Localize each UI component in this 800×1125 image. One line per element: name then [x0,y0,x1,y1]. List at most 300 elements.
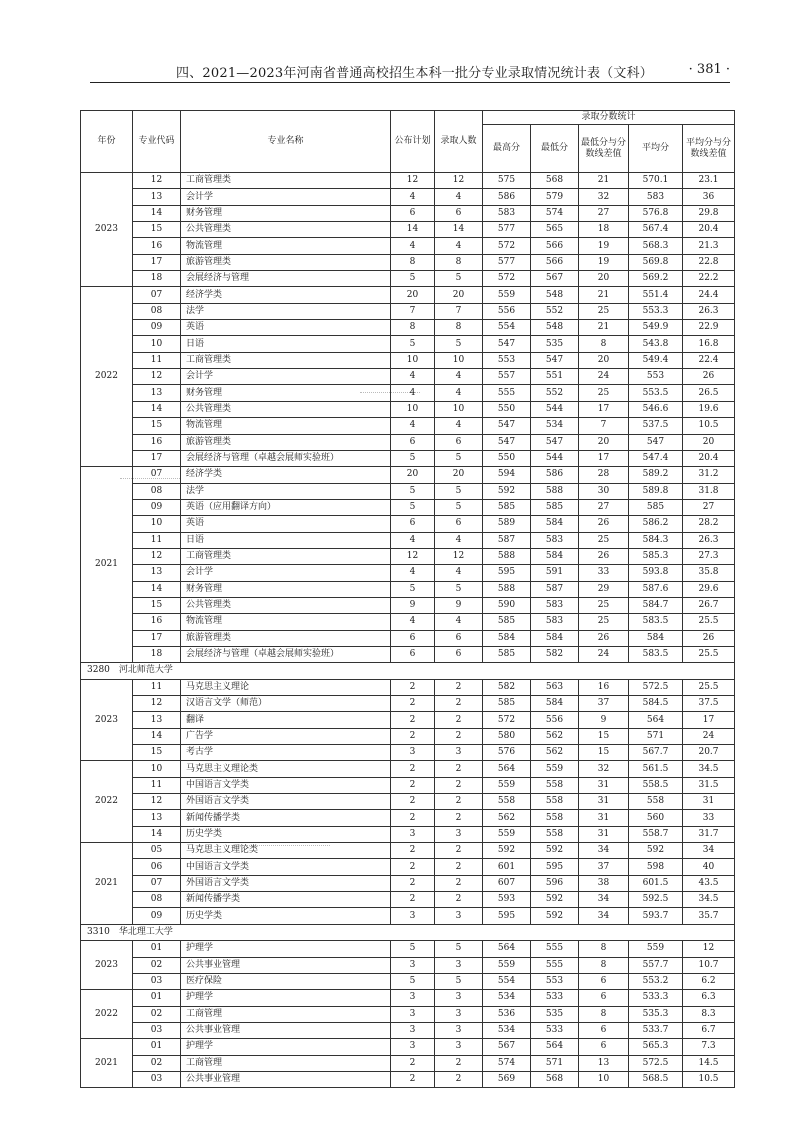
plan-cell: 6 [391,630,435,646]
code-cell: 15 [133,222,181,238]
avg-cell: 593.8 [629,565,683,581]
max-cell: 536 [483,1006,531,1022]
min-diff-cell: 32 [579,761,629,777]
code-cell: 11 [133,777,181,793]
code-cell: 05 [133,843,181,859]
min-diff-cell: 6 [579,1022,629,1038]
avg-diff-cell: 28.2 [683,516,735,532]
max-cell: 547 [483,418,531,434]
avg-diff-cell: 21.3 [683,238,735,254]
max-cell: 547 [483,434,531,450]
table-row [81,401,735,417]
admitted-cell: 2 [435,1055,483,1071]
code-cell: 18 [133,271,181,287]
name-cell: 汉语言文学（师范） [181,696,391,712]
min-cell: 553 [531,973,579,989]
avg-cell: 561.5 [629,761,683,777]
plan-cell: 3 [391,745,435,761]
table-row [81,973,735,989]
table-row [81,1055,735,1071]
min-cell: 562 [531,745,579,761]
code-cell: 14 [133,581,181,597]
avg-cell: 559 [629,941,683,957]
admitted-cell: 20 [435,467,483,483]
name-cell: 翻译 [181,712,391,728]
name-cell: 历史学类 [181,826,391,842]
name-cell: 会展经济与管理（卓越会展师实验班） [181,646,391,662]
min-cell: 584 [531,548,579,564]
page-number: · 381 · [688,62,730,77]
year-cell: 2022 [81,990,133,1039]
code-cell: 07 [133,467,181,483]
plan-cell: 2 [391,892,435,908]
table-row [81,908,735,924]
table-row [81,777,735,793]
name-cell: 旅游管理类 [181,254,391,270]
plan-cell: 4 [391,614,435,630]
code-cell: 13 [133,712,181,728]
max-cell: 588 [483,548,531,564]
min-cell: 596 [531,875,579,891]
min-diff-cell: 15 [579,728,629,744]
avg-cell: 558.5 [629,777,683,793]
avg-cell: 533.7 [629,1022,683,1038]
year-cell: 2022 [81,287,133,467]
min-diff-cell: 6 [579,1039,629,1055]
min-diff-cell: 17 [579,450,629,466]
avg-cell: 564 [629,712,683,728]
plan-cell: 2 [391,696,435,712]
table-row [81,990,735,1006]
min-diff-cell: 25 [579,597,629,613]
name-cell: 英语（应用翻译方向） [181,499,391,515]
name-cell: 公共事业管理 [181,957,391,973]
min-cell: 564 [531,1039,579,1055]
name-cell: 公共管理类 [181,222,391,238]
min-cell: 571 [531,1055,579,1071]
min-cell: 579 [531,189,579,205]
plan-cell: 5 [391,336,435,352]
avg-diff-cell: 34 [683,843,735,859]
max-cell: 564 [483,761,531,777]
min-diff-cell: 8 [579,1006,629,1022]
table-row [81,173,735,189]
name-cell: 工商管理类 [181,548,391,564]
name-cell: 马克思主义理论类 [181,843,391,859]
table-row [81,794,735,810]
min-cell: 563 [531,679,579,695]
code-cell: 10 [133,516,181,532]
table-row [81,352,735,368]
avg-diff-cell: 16.8 [683,336,735,352]
avg-cell: 568.3 [629,238,683,254]
admitted-cell: 9 [435,597,483,613]
min-diff-cell: 16 [579,679,629,695]
min-cell: 592 [531,843,579,859]
plan-cell: 4 [391,238,435,254]
min-cell: 535 [531,336,579,352]
code-cell: 08 [133,892,181,908]
code-cell: 14 [133,401,181,417]
code-cell: 02 [133,1006,181,1022]
col-avg: 平均分 [629,125,683,173]
max-cell: 558 [483,794,531,810]
min-diff-cell: 32 [579,189,629,205]
plan-cell: 6 [391,434,435,450]
min-cell: 582 [531,646,579,662]
min-diff-cell: 25 [579,532,629,548]
min-cell: 555 [531,957,579,973]
name-cell: 新闻传播学类 [181,892,391,908]
max-cell: 585 [483,614,531,630]
avg-diff-cell: 17 [683,712,735,728]
section-header-row [81,663,735,679]
min-cell: 583 [531,532,579,548]
admitted-cell: 6 [435,516,483,532]
col-min: 最低分 [531,125,579,173]
avg-diff-cell: 31.8 [683,483,735,499]
avg-cell: 565.3 [629,1039,683,1055]
avg-cell: 567.7 [629,745,683,761]
name-cell: 护理学 [181,941,391,957]
max-cell: 590 [483,597,531,613]
admitted-cell: 5 [435,581,483,597]
code-cell: 01 [133,990,181,1006]
plan-cell: 5 [391,450,435,466]
name-cell: 马克思主义理论类 [181,761,391,777]
table-row [81,597,735,613]
table-row [81,238,735,254]
plan-cell: 20 [391,287,435,303]
avg-cell: 553.5 [629,385,683,401]
name-cell: 考古学 [181,745,391,761]
avg-cell: 586.2 [629,516,683,532]
plan-cell: 5 [391,973,435,989]
avg-cell: 583 [629,189,683,205]
table-row [81,957,735,973]
name-cell: 工商管理 [181,1055,391,1071]
min-cell: 555 [531,941,579,957]
plan-cell: 2 [391,843,435,859]
avg-diff-cell: 20.4 [683,450,735,466]
avg-cell: 572.5 [629,679,683,695]
table-row [81,222,735,238]
table-row [81,941,735,957]
plan-cell: 7 [391,303,435,319]
avg-diff-cell: 10.5 [683,418,735,434]
min-cell: 552 [531,385,579,401]
admitted-cell: 2 [435,777,483,793]
min-diff-cell: 34 [579,843,629,859]
plan-cell: 3 [391,826,435,842]
max-cell: 534 [483,990,531,1006]
avg-cell: 560 [629,810,683,826]
plan-cell: 2 [391,728,435,744]
avg-diff-cell: 20.4 [683,222,735,238]
table-row [81,630,735,646]
min-diff-cell: 37 [579,696,629,712]
min-diff-cell: 24 [579,646,629,662]
code-cell: 12 [133,548,181,564]
table-row [81,499,735,515]
avg-cell: 553.2 [629,973,683,989]
admitted-cell: 6 [435,434,483,450]
table-row [81,1022,735,1038]
admitted-cell: 12 [435,173,483,189]
table-row [81,565,735,581]
min-diff-cell: 18 [579,222,629,238]
name-cell: 中国语言文学类 [181,777,391,793]
avg-cell: 553 [629,369,683,385]
avg-diff-cell: 27.3 [683,548,735,564]
section-header-row [81,924,735,940]
min-cell: 567 [531,271,579,287]
min-cell: 565 [531,222,579,238]
avg-diff-cell: 20 [683,434,735,450]
name-cell: 公共事业管理 [181,1071,391,1087]
code-cell: 16 [133,434,181,450]
max-cell: 556 [483,303,531,319]
max-cell: 547 [483,336,531,352]
avg-diff-cell: 26 [683,369,735,385]
avg-diff-cell: 26.7 [683,597,735,613]
code-cell: 16 [133,238,181,254]
min-diff-cell: 17 [579,401,629,417]
name-cell: 物流管理 [181,238,391,254]
min-diff-cell: 19 [579,238,629,254]
min-diff-cell: 6 [579,973,629,989]
min-diff-cell: 24 [579,369,629,385]
avg-cell: 537.5 [629,418,683,434]
min-cell: 552 [531,303,579,319]
avg-cell: 598 [629,859,683,875]
plan-cell: 2 [391,810,435,826]
table-row [81,614,735,630]
plan-cell: 5 [391,581,435,597]
admitted-cell: 2 [435,859,483,875]
page-header [90,62,730,83]
code-cell: 12 [133,696,181,712]
avg-diff-cell: 29.8 [683,205,735,221]
min-cell: 585 [531,499,579,515]
admitted-cell: 5 [435,336,483,352]
table-row [81,761,735,777]
code-cell: 11 [133,679,181,695]
plan-cell: 8 [391,320,435,336]
code-cell: 14 [133,826,181,842]
max-cell: 574 [483,1055,531,1071]
table-row [81,810,735,826]
table-row [81,271,735,287]
code-cell: 13 [133,385,181,401]
min-cell: 587 [531,581,579,597]
min-cell: 592 [531,892,579,908]
min-cell: 583 [531,614,579,630]
name-cell: 财务管理 [181,205,391,221]
avg-diff-cell: 26.5 [683,385,735,401]
avg-diff-cell: 25.5 [683,614,735,630]
plan-cell: 3 [391,908,435,924]
max-cell: 595 [483,908,531,924]
admitted-cell: 6 [435,205,483,221]
avg-diff-cell: 22.9 [683,320,735,336]
admitted-cell: 5 [435,450,483,466]
plan-cell: 4 [391,369,435,385]
name-cell: 财务管理 [181,385,391,401]
min-diff-cell: 34 [579,908,629,924]
min-diff-cell: 6 [579,990,629,1006]
min-cell: 584 [531,630,579,646]
min-cell: 584 [531,516,579,532]
min-cell: 535 [531,1006,579,1022]
max-cell: 559 [483,826,531,842]
admitted-cell: 4 [435,238,483,254]
admitted-cell: 3 [435,1039,483,1055]
table-row [81,696,735,712]
plan-cell: 2 [391,679,435,695]
name-cell: 日语 [181,532,391,548]
admitted-cell: 4 [435,565,483,581]
max-cell: 559 [483,287,531,303]
min-diff-cell: 31 [579,777,629,793]
name-cell: 会展经济与管理 [181,271,391,287]
code-cell: 02 [133,1055,181,1071]
min-cell: 558 [531,777,579,793]
max-cell: 559 [483,957,531,973]
min-diff-cell: 29 [579,581,629,597]
table-row [81,532,735,548]
min-diff-cell: 8 [579,941,629,957]
min-cell: 566 [531,238,579,254]
max-cell: 553 [483,352,531,368]
plan-cell: 5 [391,483,435,499]
code-cell: 13 [133,565,181,581]
code-cell: 12 [133,369,181,385]
avg-cell: 557.7 [629,957,683,973]
plan-cell: 12 [391,548,435,564]
name-cell: 公共管理类 [181,597,391,613]
page-title: 四、2021—2023年河南省普通高校招生本科一批分专业录取情况统计表（文科） [176,66,653,81]
admitted-cell: 4 [435,385,483,401]
max-cell: 583 [483,205,531,221]
col-max: 最高分 [483,125,531,173]
avg-cell: 551.4 [629,287,683,303]
name-cell: 旅游管理类 [181,434,391,450]
min-diff-cell: 15 [579,745,629,761]
name-cell: 法学 [181,303,391,319]
min-diff-cell: 25 [579,385,629,401]
max-cell: 577 [483,254,531,270]
min-diff-cell: 34 [579,892,629,908]
avg-diff-cell: 26.3 [683,532,735,548]
plan-cell: 4 [391,189,435,205]
avg-diff-cell: 10.7 [683,957,735,973]
code-cell: 14 [133,728,181,744]
admitted-cell: 8 [435,320,483,336]
name-cell: 物流管理 [181,418,391,434]
min-diff-cell: 31 [579,810,629,826]
year-cell: 2023 [81,679,133,761]
plan-cell: 2 [391,794,435,810]
avg-cell: 549.9 [629,320,683,336]
min-cell: 558 [531,826,579,842]
avg-diff-cell: 6.7 [683,1022,735,1038]
min-diff-cell: 31 [579,826,629,842]
min-diff-cell: 8 [579,957,629,973]
avg-diff-cell: 23.1 [683,173,735,189]
code-cell: 15 [133,418,181,434]
admitted-cell: 4 [435,369,483,385]
max-cell: 534 [483,1022,531,1038]
name-cell: 马克思主义理论 [181,679,391,695]
table-row [81,859,735,875]
min-diff-cell: 37 [579,859,629,875]
table-row [81,418,735,434]
section-title: 3280 河北师范大学 [81,663,735,679]
code-cell: 01 [133,1039,181,1055]
code-cell: 10 [133,761,181,777]
plan-cell: 4 [391,565,435,581]
min-diff-cell: 7 [579,418,629,434]
name-cell: 会计学 [181,189,391,205]
avg-diff-cell: 22.2 [683,271,735,287]
admitted-cell: 20 [435,287,483,303]
min-diff-cell: 20 [579,352,629,368]
plan-cell: 3 [391,957,435,973]
table-row [81,1071,735,1087]
admitted-cell: 3 [435,1006,483,1022]
min-cell: 558 [531,810,579,826]
min-diff-cell: 25 [579,614,629,630]
min-cell: 533 [531,990,579,1006]
admitted-cell: 2 [435,892,483,908]
code-cell: 14 [133,205,181,221]
code-cell: 15 [133,597,181,613]
avg-diff-cell: 37.5 [683,696,735,712]
plan-cell: 5 [391,941,435,957]
avg-cell: 558 [629,794,683,810]
table-row [81,1039,735,1055]
max-cell: 589 [483,516,531,532]
min-diff-cell: 26 [579,630,629,646]
table-row [81,205,735,221]
table-body [81,173,735,1088]
code-cell: 11 [133,532,181,548]
avg-cell: 589.8 [629,483,683,499]
avg-diff-cell: 34.5 [683,761,735,777]
avg-diff-cell: 43.5 [683,875,735,891]
min-diff-cell: 38 [579,875,629,891]
table-row [81,336,735,352]
name-cell: 工商管理 [181,1006,391,1022]
min-cell: 584 [531,696,579,712]
plan-cell: 8 [391,254,435,270]
name-cell: 医疗保险 [181,973,391,989]
avg-cell: 567.4 [629,222,683,238]
plan-cell: 2 [391,875,435,891]
name-cell: 旅游管理类 [181,630,391,646]
plan-cell: 3 [391,1006,435,1022]
min-cell: 559 [531,761,579,777]
avg-diff-cell: 34.5 [683,892,735,908]
min-cell: 574 [531,205,579,221]
plan-cell: 5 [391,271,435,287]
avg-cell: 568.5 [629,1071,683,1087]
min-diff-cell: 20 [579,434,629,450]
table-row [81,369,735,385]
max-cell: 586 [483,189,531,205]
plan-cell: 10 [391,352,435,368]
